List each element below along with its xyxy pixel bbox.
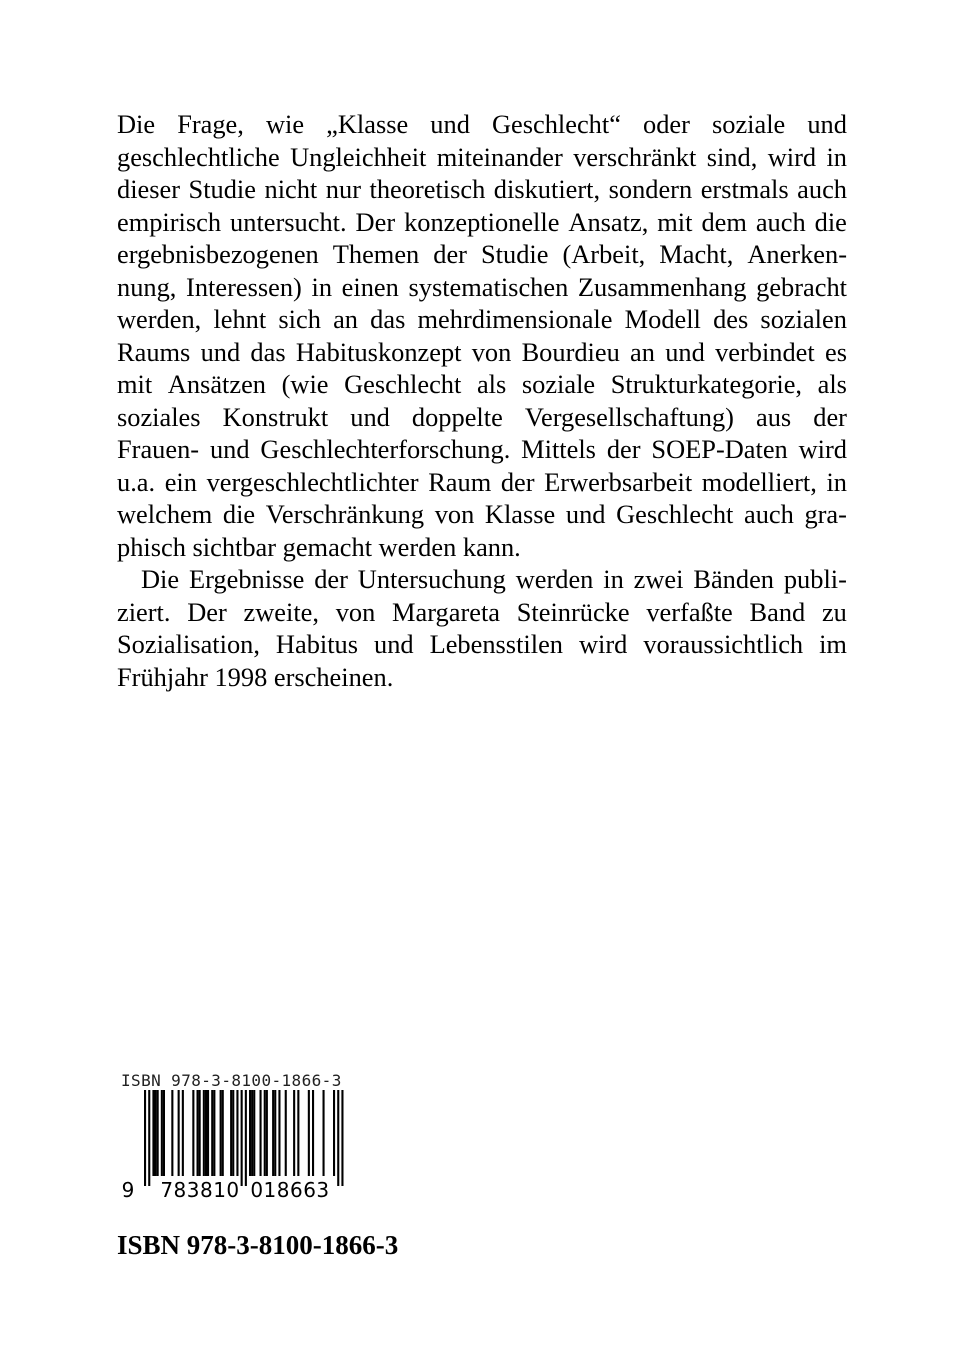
barcode-guard-bar [337,1090,339,1186]
barcode-guard-bar [148,1090,150,1186]
barcode-bar [293,1090,295,1176]
barcode-lead-digit: 9 [121,1178,135,1202]
barcode-bar [323,1090,325,1176]
barcode-bar [157,1090,159,1176]
text-line: geschlechtliche Ungleichheit miteinander verschränkt sind, wird in [117,141,847,172]
barcode-bar [205,1090,207,1176]
barcode-guard-bar [241,1090,243,1186]
barcode-bar [199,1090,201,1176]
barcode-bar [297,1090,299,1176]
text-line: Die Frage, wie „Klasse und Geschlecht“ oder soziale und [117,109,847,139]
isbn-footer: ISBN 978-3-8100-1866-3 [117,1230,399,1260]
text-line: soziales Konstrukt und doppelte Vergesellschaftung) aus der [117,401,847,432]
barcode-isbn-caption: ISBN 978-3-8100-1866-3 [121,1071,342,1090]
barcode-bar [207,1090,209,1176]
text-line: mit Ansätzen (wie Geschlecht als soziale Strukturkategorie, als [117,369,847,399]
barcode-bar [222,1090,224,1176]
barcode-bar [251,1090,253,1176]
barcode-bar [264,1090,266,1176]
text-line: Sozialisation, Habitus und Lebensstilen wird voraussichtlich im [117,629,847,659]
barcode-guard-bar [245,1090,247,1186]
barcode-bar [152,1090,154,1176]
barcode-bar [161,1090,163,1176]
text-line: welchem die Verschränkung von Klasse und Geschlecht auch gra- [117,499,847,529]
text-line: ergebnisbezogenen Themen der Studie (Arbeit, Macht, Anerken- [117,239,847,269]
text-line: u.a. ein vergeschlechtlichter Raum der Erwerbsarbeit modelliert, in [117,466,847,497]
barcode-bar [211,1090,213,1176]
barcode-bar [163,1090,165,1176]
text-line: Die Ergebnisse der Untersuchung werden in zwei Bänden publi- [141,564,847,594]
barcode-right-digits: 018663 [250,1178,330,1202]
barcode-guard-bar [341,1090,343,1186]
barcode-bar [203,1090,205,1176]
barcode-bar [232,1090,234,1176]
text-line: werden, lehnt sich an das mehrdimensionale Modell des sozialen [117,304,847,334]
barcode-bar [249,1090,251,1176]
text-line: ziert. Der zweite, von Margareta Steinrücke verfaßte Band zu [117,596,847,627]
barcode-bar [220,1090,222,1176]
barcode-bar [278,1090,280,1176]
text-line-last: phisch sichtbar gemacht werden kann. [117,531,521,562]
ean-barcode [118,1090,358,1202]
barcode-bar [333,1090,335,1176]
barcode-bar [272,1090,274,1176]
barcode-bar [285,1090,287,1176]
barcode-guard-bar [144,1090,146,1186]
text-line: dieser Studie nicht nur theoretisch diskutiert, sondern erstmals auch [117,174,847,204]
barcode-bars [144,1090,344,1186]
barcode-bar [171,1090,173,1176]
barcode-left-digits: 783810 [160,1178,240,1202]
text-line-last: Frühjahr 1998 erscheinen. [117,661,394,692]
barcode-bar [213,1090,215,1176]
barcode-bar [178,1090,180,1176]
barcode-bar [266,1090,268,1176]
barcode-bar [236,1090,238,1176]
barcode-bar [182,1090,184,1176]
barcode-bar [155,1090,157,1176]
barcode-bar [197,1090,199,1176]
barcode-bar [192,1090,194,1176]
barcode-bar [308,1090,310,1176]
paragraph-2 [117,563,847,693]
text-line: Raums und das Habituskonzept von Bourdieu an und verbindet es [117,336,847,367]
barcode-bar [230,1090,232,1176]
barcode-bar [312,1090,314,1176]
barcode-bar [253,1090,255,1176]
paragraph-1 [117,108,847,563]
text-line: empirisch untersucht. Der konzeptionelle Ansatz, mit dem auch die [117,206,847,237]
barcode-bar [260,1090,262,1176]
barcode-bar [274,1090,276,1176]
blurb-text [117,108,847,693]
text-line: nung, Interessen) in einen systematischen Zusammenhang gebracht [117,271,847,302]
text-line: Frauen- und Geschlechterforschung. Mittels der SOEP-Daten wird [117,434,847,464]
